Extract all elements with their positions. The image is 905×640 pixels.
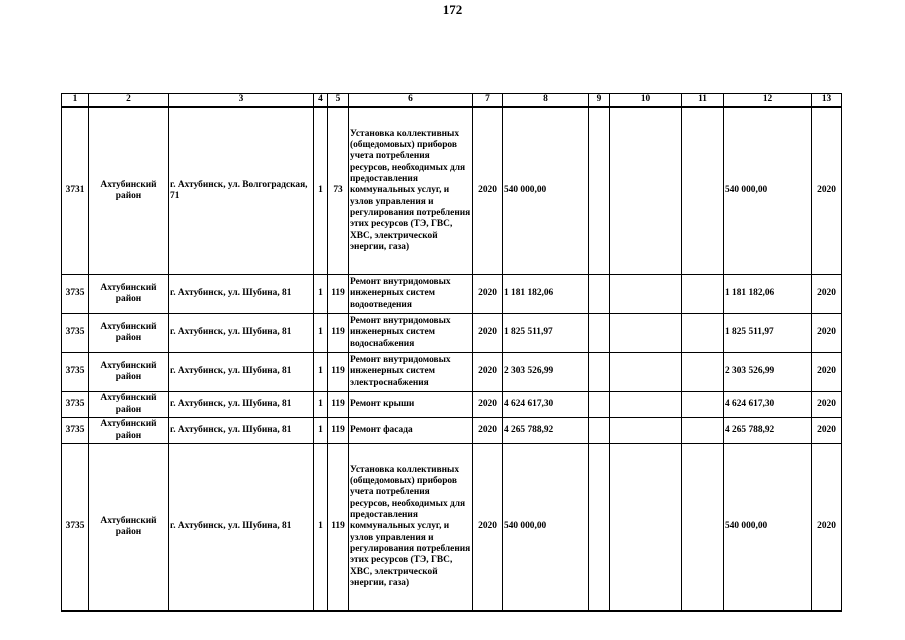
cell-number: 3735 (62, 444, 89, 612)
cell-col4: 1 (314, 107, 328, 275)
cell-number: 3735 (62, 314, 89, 353)
table-row (62, 353, 842, 392)
cell-col4: 1 (314, 353, 328, 392)
cell-district: Ахтубинский район (89, 353, 169, 392)
cell-cost: 1 825 511,97 (503, 314, 589, 353)
column-header: 10 (610, 94, 682, 108)
cell-col11 (682, 275, 724, 314)
cell-work-type: Установка коллективных (общедомовых) приборов учета потребления ресурсов, необходимых для предоставления коммунальных услуг, и узлов управления и регулирования потребления этих ресурсов (ТЭ, ГВС, ХВС, электрической энергии, газа) (349, 444, 473, 612)
cell-end-year: 2020 (812, 314, 842, 353)
cell-cost: 540 000,00 (503, 444, 589, 612)
cell-end-year: 2020 (812, 418, 842, 444)
column-header: 7 (473, 94, 503, 108)
cell-col11 (682, 314, 724, 353)
cell-col4: 1 (314, 275, 328, 314)
table-row (62, 392, 842, 418)
cell-address: г. Ахтубинск, ул. Шубина, 81 (169, 444, 314, 612)
cell-number: 3735 (62, 418, 89, 444)
cell-address: г. Ахтубинск, ул. Шубина, 81 (169, 314, 314, 353)
column-header: 8 (503, 94, 589, 108)
cell-district: Ахтубинский район (89, 392, 169, 418)
capital-repair-table (61, 93, 842, 612)
cell-col4: 1 (314, 314, 328, 353)
cell-col9 (589, 314, 610, 353)
cell-col9 (589, 392, 610, 418)
cell-total: 2 303 526,99 (724, 353, 812, 392)
cell-col11 (682, 107, 724, 275)
cell-cost: 4 624 617,30 (503, 392, 589, 418)
cell-address: г. Ахтубинск, ул. Шубина, 81 (169, 353, 314, 392)
cell-cost: 4 265 788,92 (503, 418, 589, 444)
table-row (62, 275, 842, 314)
cell-col5: 119 (328, 444, 349, 612)
cell-end-year: 2020 (812, 392, 842, 418)
cell-col11 (682, 392, 724, 418)
cell-col9 (589, 418, 610, 444)
column-header: 5 (328, 94, 349, 108)
cell-end-year: 2020 (812, 275, 842, 314)
cell-year: 2020 (473, 392, 503, 418)
cell-cost: 1 181 182,06 (503, 275, 589, 314)
cell-address: г. Ахтубинск, ул. Шубина, 81 (169, 418, 314, 444)
column-header: 12 (724, 94, 812, 108)
cell-col10 (610, 107, 682, 275)
column-header: 9 (589, 94, 610, 108)
cell-end-year: 2020 (812, 107, 842, 275)
cell-total: 4 624 617,30 (724, 392, 812, 418)
cell-year: 2020 (473, 314, 503, 353)
cell-col5: 73 (328, 107, 349, 275)
cell-col10 (610, 444, 682, 612)
cell-col9 (589, 353, 610, 392)
cell-total: 1 825 511,97 (724, 314, 812, 353)
column-header: 4 (314, 94, 328, 108)
cell-number: 3735 (62, 353, 89, 392)
cell-year: 2020 (473, 353, 503, 392)
cell-total: 4 265 788,92 (724, 418, 812, 444)
cell-work-type: Ремонт внутридомовых инженерных систем водоснабжения (349, 314, 473, 353)
cell-col5: 119 (328, 392, 349, 418)
cell-col11 (682, 444, 724, 612)
table-row (62, 418, 842, 444)
cell-col10 (610, 353, 682, 392)
cell-col11 (682, 353, 724, 392)
column-header: 2 (89, 94, 169, 108)
cell-col10 (610, 275, 682, 314)
column-header: 13 (812, 94, 842, 108)
page-number: 172 (442, 2, 463, 17)
cell-col4: 1 (314, 418, 328, 444)
cell-cost: 540 000,00 (503, 107, 589, 275)
cell-address: г. Ахтубинск, ул. Шубина, 81 (169, 275, 314, 314)
cell-year: 2020 (473, 418, 503, 444)
cell-total: 540 000,00 (724, 107, 812, 275)
column-header: 3 (169, 94, 314, 108)
cell-work-type: Установка коллективных (общедомовых) приборов учета потребления ресурсов, необходимых для предоставления коммунальных услуг, и узлов управления и регулирования потребления этих ресурсов (ТЭ, ГВС, ХВС, электрической энергии, газа) (349, 107, 473, 275)
cell-address: г. Ахтубинск, ул. Волгоградская, 71 (169, 107, 314, 275)
cell-district: Ахтубинский район (89, 107, 169, 275)
cell-col5: 119 (328, 418, 349, 444)
cell-col5: 119 (328, 353, 349, 392)
column-header: 1 (62, 94, 89, 108)
cell-district: Ахтубинский район (89, 444, 169, 612)
cell-number: 3735 (62, 392, 89, 418)
cell-year: 2020 (473, 275, 503, 314)
cell-col9 (589, 444, 610, 612)
cell-col11 (682, 418, 724, 444)
cell-end-year: 2020 (812, 353, 842, 392)
column-header: 11 (682, 94, 724, 108)
cell-work-type: Ремонт фасада (349, 418, 473, 444)
cell-col10 (610, 314, 682, 353)
table-row (62, 314, 842, 353)
cell-total: 540 000,00 (724, 444, 812, 612)
cell-work-type: Ремонт крыши (349, 392, 473, 418)
cell-col5: 119 (328, 275, 349, 314)
cell-col10 (610, 418, 682, 444)
cell-total: 1 181 182,06 (724, 275, 812, 314)
cell-col4: 1 (314, 444, 328, 612)
cell-col4: 1 (314, 392, 328, 418)
cell-work-type: Ремонт внутридомовых инженерных систем электроснабжения (349, 353, 473, 392)
header-row (62, 94, 842, 108)
cell-col10 (610, 392, 682, 418)
cell-number: 3731 (62, 107, 89, 275)
cell-col9 (589, 107, 610, 275)
table-row (62, 107, 842, 275)
cell-address: г. Ахтубинск, ул. Шубина, 81 (169, 392, 314, 418)
cell-district: Ахтубинский район (89, 314, 169, 353)
cell-work-type: Ремонт внутридомовых инженерных систем водоотведения (349, 275, 473, 314)
cell-cost: 2 303 526,99 (503, 353, 589, 392)
cell-district: Ахтубинский район (89, 275, 169, 314)
table-row (62, 444, 842, 612)
cell-year: 2020 (473, 444, 503, 612)
cell-year: 2020 (473, 107, 503, 275)
cell-col5: 119 (328, 314, 349, 353)
cell-col9 (589, 275, 610, 314)
column-header: 6 (349, 94, 473, 108)
cell-number: 3735 (62, 275, 89, 314)
cell-district: Ахтубинский район (89, 418, 169, 444)
cell-end-year: 2020 (812, 444, 842, 612)
